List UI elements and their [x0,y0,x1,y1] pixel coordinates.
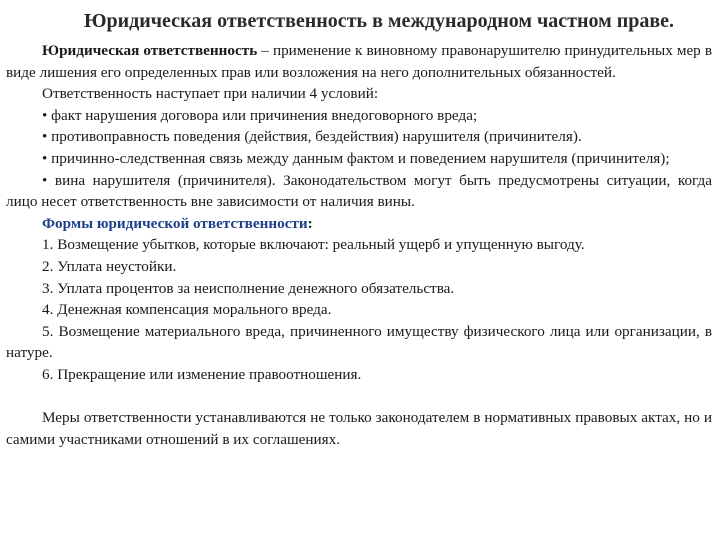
form-item: 2. Уплата неустойки. [42,257,177,275]
forms-heading-line [6,213,712,235]
conditions-intro: Ответственность наступает при наличии 4 условий: [42,85,379,103]
condition-item: • факт нарушения договора или причинения внедоговорного вреда; [42,106,478,124]
form-item: 5. Возмещение материального вреда, причиненного имуществу физического лица или организации, в натуре. [6,322,712,362]
condition-item: • вина нарушителя (причинителя). Законодательством могут быть предусмотрены ситуации, когда лицо несет ответственность вне зависимости от наличия вины. [6,171,712,211]
condition-item: • противоправность поведения (действия, бездействия) нарушителя (причинителя). [42,128,582,146]
form-item: 6. Прекращение или изменение правоотношения. [42,365,362,383]
condition-item: • причинно-следственная связь между данным фактом и поведением нарушителя (причинителя); [42,149,670,167]
form-item: 3. Уплата процентов за неисполнение денежного обязательства. [42,279,455,297]
definition-paragraph [6,40,712,83]
form-item: 1. Возмещение убытков, которые включают: реальный ущерб и упущенную выгоду. [42,236,585,254]
form-item: 4. Денежная компенсация морального вреда. [42,301,332,319]
page-title: Юридическая ответственность в международном частном праве. [83,10,675,32]
slide [6,8,712,450]
forms-heading-colon: : [307,214,313,232]
closing-paragraph: Меры ответственности устанавливаются не только законодателем в нормативных правовых актах, но и самими участниками отношений в их соглашениях. [6,409,712,448]
spacer [6,386,712,408]
definition-text: – применение к виновному правонарушителю принудительных мер в виде лишения его определенных прав или возложения на него дополнительных обязанностей. [6,42,712,81]
definition-term: Юридическая ответственность [42,42,258,59]
forms-heading: Формы юридической ответственности [42,214,308,232]
